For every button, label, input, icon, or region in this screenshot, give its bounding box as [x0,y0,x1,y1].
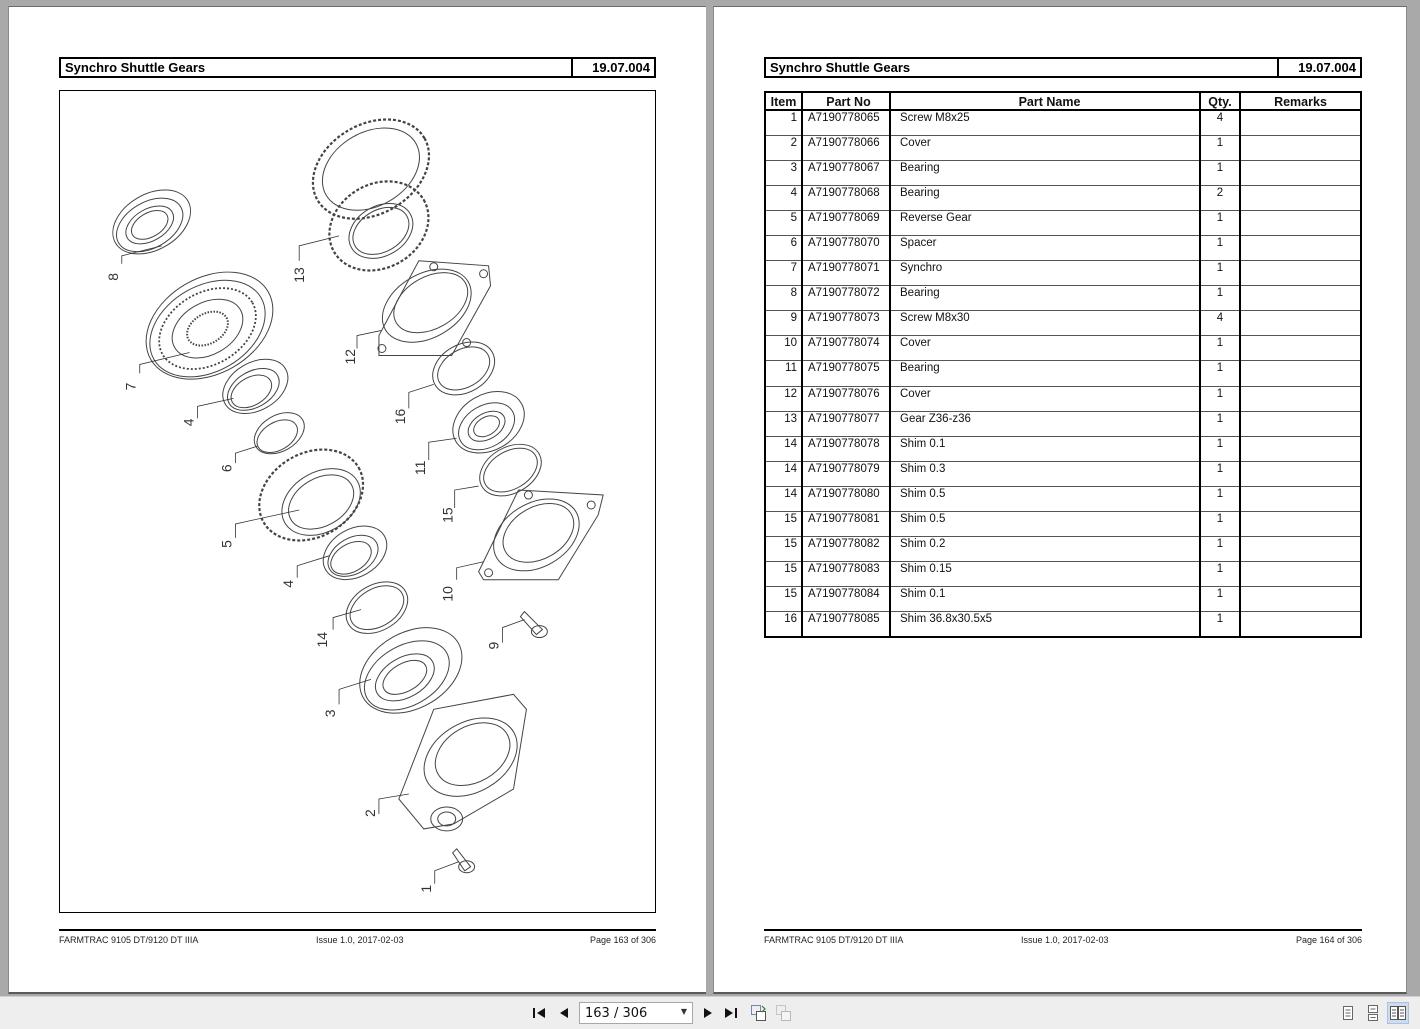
cell-part-no: A7190778065 [802,110,890,135]
parts-table [764,91,1362,638]
header-qty: Qty. [1200,92,1240,110]
header-part-no: Part No [802,92,890,110]
next-icon [703,1007,713,1019]
header-remarks: Remarks [1240,92,1361,110]
callout-3: 3 [322,709,339,718]
cell-item: 8 [765,286,802,311]
table-row [765,210,1361,235]
dropdown-caret-icon: ▼ [680,1007,687,1016]
callout-5: 5 [218,540,235,548]
cell-remarks [1240,361,1361,386]
cell-part-no: A7190778084 [802,587,890,612]
cell-part-no: A7190778079 [802,461,890,486]
cell-part-no: A7190778069 [802,210,890,235]
cell-qty: 1 [1200,160,1240,185]
callout-6: 6 [218,464,235,473]
cell-part-no: A7190778071 [802,261,890,286]
continuous-view-button[interactable] [1362,1002,1384,1024]
screw-1-drawing [453,849,475,873]
table-row [765,261,1361,286]
cell-remarks [1240,461,1361,486]
footer-issue: Issue 1.0, 2017-02-03 [1021,935,1109,945]
cell-part-name: Shim 0.2 [890,537,1200,562]
cell-qty: 1 [1200,411,1240,436]
cell-qty: 1 [1200,361,1240,386]
cell-qty: 1 [1200,235,1240,260]
compare-pages-button[interactable] [774,1003,794,1023]
screw-9-drawing [520,612,547,638]
footer-model: FARMTRAC 9105 DT/9120 DT IIIA [764,935,904,945]
cell-remarks [1240,286,1361,311]
cell-part-name: Shim 36.8x30.5x5 [890,612,1200,637]
footer-page-number: Page 163 of 306 [589,935,656,945]
bearing-3-drawing [344,610,477,730]
section-code: 19.07.004 [1277,59,1360,76]
shim-15-drawing [471,434,551,507]
cell-part-no: A7190778068 [802,185,890,210]
table-row [765,436,1361,461]
cell-part-name: Shim 0.1 [890,436,1200,461]
cell-qty: 1 [1200,562,1240,587]
callout-4a: 4 [180,418,197,427]
page-164 [713,6,1407,994]
footer-page-number: Page 164 of 306 [1295,935,1362,945]
cell-part-name: Spacer [890,235,1200,260]
cell-item: 13 [765,411,802,436]
table-row [765,336,1361,361]
cell-part-name: Cover [890,336,1200,361]
gear-13-drawing [295,99,447,288]
table-row [765,537,1361,562]
cover-2-drawing [399,694,531,831]
cell-part-no: A7190778081 [802,512,890,537]
cell-remarks [1240,512,1361,537]
cell-item: 14 [765,461,802,486]
cell-remarks [1240,411,1361,436]
cell-part-no: A7190778082 [802,537,890,562]
cell-item: 3 [765,160,802,185]
cell-remarks [1240,486,1361,511]
cell-remarks [1240,235,1361,260]
page-163 [8,6,706,994]
cell-qty: 2 [1200,185,1240,210]
cell-part-no: A7190778070 [802,235,890,260]
cell-qty: 1 [1200,461,1240,486]
cell-item: 14 [765,486,802,511]
cell-item: 9 [765,311,802,336]
cell-remarks [1240,110,1361,135]
cell-remarks [1240,612,1361,637]
cell-qty: 1 [1200,286,1240,311]
cell-part-name: Shim 0.3 [890,461,1200,486]
table-row [765,110,1361,135]
compare-pages-icon [775,1004,793,1022]
cell-part-no: A7190778067 [802,160,890,185]
cell-qty: 1 [1200,336,1240,361]
first-page-button[interactable] [530,1003,548,1023]
callout-8: 8 [104,272,121,281]
cover-10-drawing [479,484,604,585]
cell-qty: 1 [1200,587,1240,612]
cell-part-no: A7190778083 [802,562,890,587]
cell-item: 5 [765,210,802,235]
table-row [765,235,1361,260]
cell-item: 15 [765,587,802,612]
section-title: Synchro Shuttle Gears [770,60,911,75]
cell-item: 12 [765,386,802,411]
page-footer [764,929,1362,947]
cell-item: 14 [765,436,802,461]
cell-item: 15 [765,537,802,562]
header-item: Item [765,92,802,110]
cell-part-name: Screw M8x25 [890,110,1200,135]
cell-part-name: Shim 0.5 [890,486,1200,511]
cell-part-no: A7190778075 [802,361,890,386]
cell-remarks [1240,261,1361,286]
table-row [765,135,1361,160]
table-row [765,361,1361,386]
cell-part-name: Gear Z36-z36 [890,411,1200,436]
single-page-view-icon [1341,1005,1355,1021]
callout-16: 16 [391,408,408,425]
cell-part-name: Bearing [890,286,1200,311]
cell-part-name: Shim 0.5 [890,512,1200,537]
table-row [765,612,1361,637]
cell-part-no: A7190778073 [802,311,890,336]
callout-15: 15 [439,507,456,523]
cell-item: 11 [765,361,802,386]
table-row [765,411,1361,436]
callout-11: 11 [411,460,428,476]
cell-qty: 1 [1200,486,1240,511]
cell-part-no: A7190778074 [802,336,890,361]
cell-item: 1 [765,110,802,135]
last-page-button[interactable] [722,1003,740,1023]
cell-remarks [1240,160,1361,185]
cell-remarks [1240,436,1361,461]
cell-qty: 1 [1200,436,1240,461]
callout-14: 14 [314,631,331,648]
cell-item: 10 [765,336,802,361]
table-header-row [765,92,1361,110]
cell-part-name: Screw M8x30 [890,311,1200,336]
cell-item: 2 [765,135,802,160]
continuous-view-icon [1366,1004,1380,1022]
callout-4b: 4 [280,579,297,588]
callout-9: 9 [485,641,502,650]
navigation-toolbar [0,996,1420,1029]
cell-remarks [1240,185,1361,210]
bearing-11-drawing [442,379,536,465]
cell-qty: 1 [1200,512,1240,537]
shim-14-drawing [337,571,417,644]
cell-qty: 4 [1200,110,1240,135]
shim-16-drawing [423,331,504,405]
cell-part-no: A7190778066 [802,135,890,160]
two-page-view-icon [1389,1005,1407,1021]
cell-part-name: Shim 0.15 [890,562,1200,587]
previous-page-button[interactable] [556,1003,572,1023]
cell-part-name: Bearing [890,160,1200,185]
cell-part-name: Bearing [890,185,1200,210]
footer-model: FARMTRAC 9105 DT/9120 DT IIIA [59,935,199,945]
page-title-bar [59,57,656,78]
cell-qty: 1 [1200,612,1240,637]
prev-icon [559,1007,569,1019]
rotate-pages-button[interactable] [749,1003,769,1023]
callout-1: 1 [417,884,434,893]
table-row [765,562,1361,587]
cell-part-name: Cover [890,135,1200,160]
callout-12: 12 [342,348,359,365]
cell-part-name: Reverse Gear [890,210,1200,235]
cell-qty: 1 [1200,210,1240,235]
cell-item: 15 [765,512,802,537]
cell-part-name: Bearing [890,361,1200,386]
table-row [765,160,1361,185]
cell-part-no: A7190778078 [802,436,890,461]
page-indicator: 163 / 306 [585,1005,648,1021]
callout-13: 13 [291,267,308,283]
cell-item: 4 [765,185,802,210]
cell-part-name: Cover [890,386,1200,411]
header-part-name: Part Name [890,92,1200,110]
section-code: 19.07.004 [571,59,654,76]
exploded-parts-diagram [59,90,656,913]
table-row [765,286,1361,311]
table-row [765,587,1361,612]
cell-remarks [1240,311,1361,336]
page-footer [59,929,656,947]
cell-part-name: Shim 0.1 [890,587,1200,612]
cell-qty: 1 [1200,537,1240,562]
table-row [765,386,1361,411]
next-page-button[interactable] [700,1003,716,1023]
cell-remarks [1240,135,1361,160]
page-title-bar [764,57,1362,78]
cell-remarks [1240,537,1361,562]
table-row [765,461,1361,486]
callout-2: 2 [361,809,378,817]
cell-part-no: A7190778076 [802,386,890,411]
single-page-view-button[interactable] [1337,1002,1359,1024]
cell-item: 6 [765,235,802,260]
cell-remarks [1240,587,1361,612]
cell-qty: 4 [1200,311,1240,336]
cell-item: 15 [765,562,802,587]
section-title: Synchro Shuttle Gears [65,60,206,75]
table-row [765,512,1361,537]
cell-part-no: A7190778077 [802,411,890,436]
cell-remarks [1240,210,1361,235]
cell-part-no: A7190778085 [802,612,890,637]
skip-last-icon [724,1007,738,1019]
rotate-pages-icon [750,1004,768,1022]
cell-qty: 1 [1200,135,1240,160]
page-number-select[interactable] [579,1002,693,1024]
cell-remarks [1240,336,1361,361]
table-row [765,486,1361,511]
cell-item: 16 [765,612,802,637]
skip-first-icon [532,1007,546,1019]
footer-issue: Issue 1.0, 2017-02-03 [316,935,404,945]
callout-10: 10 [439,586,456,602]
cell-item: 7 [765,261,802,286]
table-row [765,311,1361,336]
cell-part-no: A7190778080 [802,486,890,511]
cell-part-no: A7190778072 [802,286,890,311]
cell-remarks [1240,386,1361,411]
bearing-8-drawing [101,177,201,267]
cell-remarks [1240,562,1361,587]
cell-qty: 1 [1200,261,1240,286]
callout-7: 7 [122,382,139,391]
synchro-7-drawing [127,250,292,401]
cell-part-name: Synchro [890,261,1200,286]
reverse-gear-5-drawing [243,431,380,558]
table-row [765,185,1361,210]
cell-qty: 1 [1200,386,1240,411]
two-page-view-button[interactable] [1387,1002,1409,1024]
